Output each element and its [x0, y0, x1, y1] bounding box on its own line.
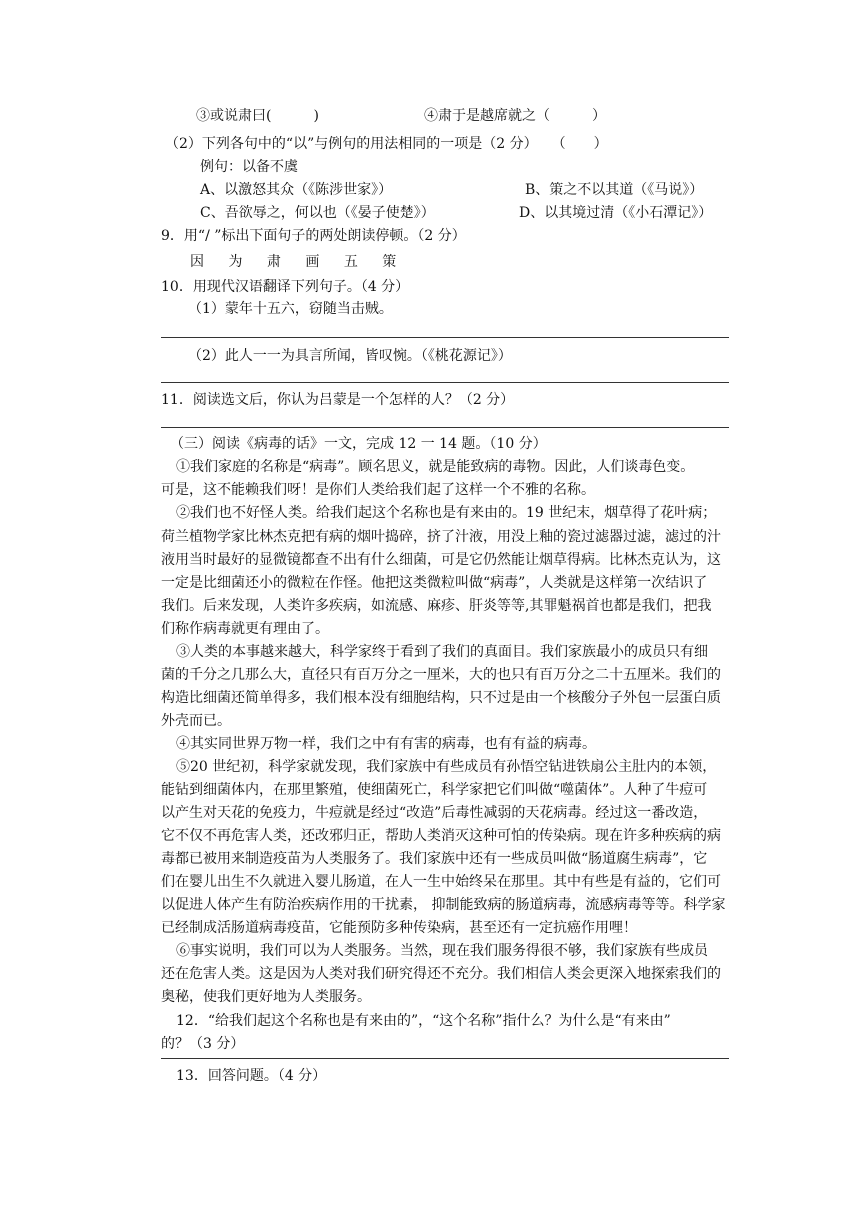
q8-option-c: C、吾欲辱之，何以也（《晏子使楚》） — [200, 205, 435, 221]
answer-line — [161, 1058, 729, 1059]
passage-line: 可是，这不能赖我们呀！是你们人类给我们起了这样一个不雅的名称。 — [161, 482, 595, 498]
passage-line: 它不仅不再危害人类，还改邪归正，帮助人类消灭这种可怕的传染病。现在许多种疾病的病 — [161, 828, 721, 844]
q9-char: 肃 — [266, 254, 281, 270]
passage-line: 外壳而已。 — [161, 713, 231, 729]
q9-char: 因 — [190, 254, 204, 270]
q8-option-a: A、以激怒其众（《陈涉世家》） — [200, 182, 393, 198]
passage-line: 还在危害人类。这是因为人类对我们研究得还不充分。我们相信人类会更深入地探索我们的 — [161, 966, 721, 982]
q8-sub2-question: （2）下列各句中的“以”与例句的用法相同的一项是（2 分） （ ） — [165, 136, 608, 152]
passage-line: 奥秘，使我们更好地为人类服务。 — [161, 989, 371, 1005]
passage-line: 已经制成活肠道病毒疫苗，它能预防多种传染病，甚至还有一定抗癌作用哩！ — [161, 920, 637, 936]
q9-sentence — [190, 252, 416, 272]
q10-sentence-2: （2）此人一一为具言所闻，皆叹惋。（《桃花源记》） — [188, 348, 512, 364]
passage-line: 毒都已被用来制造疫苗为人类服务了。我们家族中还有一些成员叫做“肠道腐生病毒”，它 — [161, 851, 708, 867]
q9-char: 五 — [343, 254, 358, 270]
q8-option-b: B、策之不以其道（《马说》） — [525, 182, 704, 198]
q9-char: 画 — [305, 254, 320, 270]
passage-line: 菌的千分之几那么大，直径只有百万分之一厘米，大的也只有百万分之二十五厘米。我们的 — [161, 667, 721, 683]
passage-line: 们称作病毒就更有理由了。 — [161, 621, 329, 637]
q10-sentence-1: （1）蒙年十五六，窃随当击贼。 — [188, 301, 393, 317]
passage-line: ③人类的本事越来越大，科学家终于看到了我们的真面目。我们家族最小的成员只有细 — [176, 644, 708, 660]
passage-line: ⑤20 世纪初，科学家就发现，我们家族中有些成员有孙悟空钻进铁扇公主肚内的本领， — [176, 759, 717, 775]
q9-char: 为 — [228, 254, 243, 270]
passage-line: 荷兰植物学家比林杰克把有病的烟叶捣碎，挤了汁液，用没上釉的瓷过滤器过滤，滤过的汁 — [161, 529, 721, 545]
passage-line: ①我们家庭的名称是“病毒”。顾名思义，就是能致病的毒物。因此，人们谈毒色变。 — [176, 459, 695, 475]
q12-question-line-2: 的？（3 分） — [161, 1036, 245, 1052]
passage-line: 构造比细菌还简单得多，我们根本没有细胞结构，只不过是由一个核酸分子外包一层蛋白质 — [161, 690, 721, 706]
answer-line — [161, 337, 729, 338]
passage-line: 能钻到细菌体内，在那里繁殖，使细菌死亡，科学家把它们叫做“噬菌体”。人种了牛痘可 — [161, 782, 708, 798]
q8-sub1-option-c: ③或说肃曰( ) — [196, 108, 319, 124]
passage-line: 以产生对天花的免疫力，牛痘就是经过“改造”后毒性减弱的天花病毒。经过这一番改造， — [161, 805, 708, 821]
q8-option-d: D、以其境过清（《小石潭记》） — [519, 205, 713, 221]
section-3-heading: （三）阅读《病毒的话》一文，完成 12 一 14 题。（10 分） — [170, 436, 547, 452]
passage-line: ④其实同世界万物一样，我们之中有有害的病毒，也有有益的病毒。 — [176, 736, 596, 752]
passage-line: 一定是比细菌还小的微粒在作怪。他把这类微粒叫做“病毒”，人类就是这样第一次结识了 — [161, 575, 708, 591]
passage-line: 们在婴儿出生不久就进入婴儿肠道，在人一生中始终呆在那里。其中有些是有益的，它们可 — [161, 874, 721, 890]
q8-sub1-option-d: ④肃于是越席就之（ ） — [424, 108, 606, 124]
passage-line: ②我们也不好怪人类。给我们起这个名称也是有来由的。19 世纪末，烟草得了花叶病； — [176, 505, 717, 521]
q13-question: 13．回答问题。（4 分） — [176, 1068, 327, 1084]
q10-question: 10．用现代汉语翻译下列句子。（4 分） — [161, 279, 410, 295]
answer-line — [161, 382, 729, 383]
answer-line — [161, 427, 729, 428]
passage-line: ⑥事实说明，我们可以为人类服务。当然，现在我们服务得很不够，我们家族有些成员 — [176, 943, 708, 959]
q11-question: 11．阅读选文后，你认为吕蒙是一个怎样的人？（2 分） — [161, 392, 515, 408]
passage-line: 以促进人体产生有防治疾病作用的干扰素， 抑制能致病的肠道病毒，流感病毒等等。科学家 — [161, 897, 726, 913]
q9-char: 策 — [382, 254, 397, 270]
q12-question-line-1: 12．“给我们起这个名称也是有来由的”，“这个名称”指什么？为什么是“有来由” — [176, 1013, 671, 1029]
q8-example-sentence: 例句：以备不虞 — [200, 159, 298, 175]
q9-question: 9．用“/ ”标出下面句子的两处朗读停顿。（2 分） — [161, 228, 466, 244]
passage-line: 液用当时最好的显微镜都查不出有什么细菌，可是它仍然能让烟草得病。比林杰克认为，这 — [161, 552, 721, 568]
passage-line: 我们。后来发现，人类许多疾病，如流感、麻疹、肝炎等等,其罪魁祸首也都是我们，把我 — [161, 598, 712, 614]
